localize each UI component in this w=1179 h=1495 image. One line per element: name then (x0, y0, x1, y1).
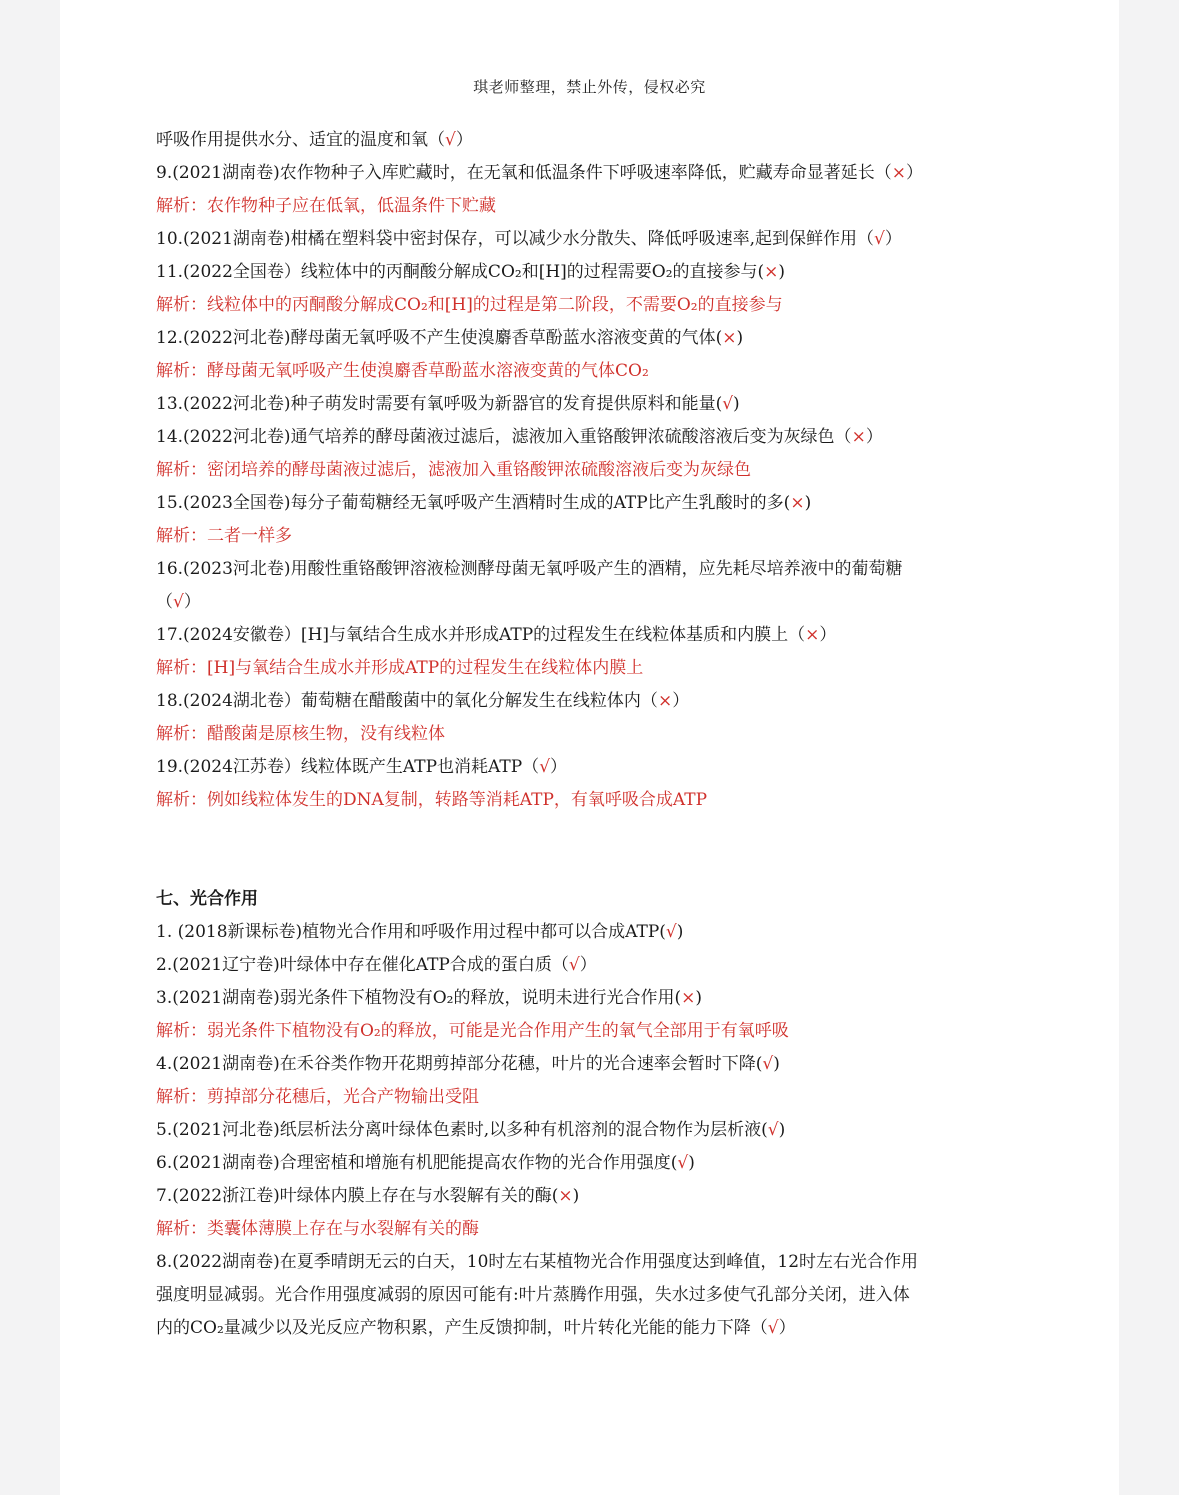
answer-line: 解析：酵母菌无氧呼吸产生使溴麝香草酚蓝水溶液变黄的气体CO₂ (156, 361, 649, 381)
section-title: 七、光合作用 (156, 889, 258, 909)
cross-mark-icon: × (558, 1186, 573, 1206)
closing-bracket: ) (778, 262, 786, 282)
answer-line: 解析：密闭培养的酵母菌液过滤后，滤液加入重铬酸钾浓硫酸溶液后变为灰绿色 (156, 460, 751, 480)
question-line (156, 388, 1036, 421)
question-text: 内的CO₂量减少以及光反应产物积累，产生反馈抑制，叶片转化光能的能力下降（ (156, 1318, 768, 1338)
question-text: 2.(2021辽宁卷)叶绿体中存在催化ATP合成的蛋白质（ (156, 955, 569, 975)
closing-bracket: ) (695, 988, 703, 1008)
question-line (156, 751, 1036, 784)
closing-bracket: ) (778, 1120, 786, 1140)
question-text: 18.(2024湖北卷）葡萄糖在醋酸菌中的氧化分解发生在线粒体内（ (156, 691, 658, 711)
check-mark-icon: √ (539, 757, 551, 777)
answer-line: 解析：弱光条件下植物没有O₂的释放，可能是光合作用产生的氧气全部用于有氧呼吸 (156, 1021, 789, 1041)
question-line (156, 916, 1036, 949)
check-mark-icon: √ (762, 1054, 774, 1074)
question-line (156, 487, 1036, 520)
document-page (60, 0, 1119, 1495)
cross-mark-icon: × (681, 988, 696, 1008)
question-text: 4.(2021湖南卷)在禾谷类作物开花期剪掉部分花穗，叶片的光合速率会暂时下降( (156, 1054, 763, 1074)
question-line (156, 1312, 1036, 1345)
check-mark-icon: √ (445, 130, 456, 150)
question-line (156, 1114, 1036, 1147)
question-line (156, 1147, 1036, 1180)
section-gap (156, 817, 1036, 883)
cross-mark-icon: × (851, 427, 866, 447)
question-line (156, 256, 1036, 289)
question-line (156, 1246, 1036, 1279)
closing-bracket: ） (865, 427, 883, 447)
closing-bracket: ) (688, 1153, 695, 1173)
question-text: 3.(2021湖南卷)弱光条件下植物没有O₂的释放，说明未进行光合作用( (156, 988, 682, 1008)
question-text: 1. (2018新课标卷)植物光合作用和呼吸作用过程中都可以合成ATP( (156, 922, 666, 942)
check-mark-icon: √ (568, 955, 580, 975)
closing-bracket: ) (733, 394, 740, 414)
cross-mark-icon: × (891, 163, 906, 183)
question-text: 17.(2024安徽卷）[H]与氧结合生成水并形成ATP的过程发生在线粒体基质和内膜上（ (156, 625, 806, 645)
question-line (156, 157, 1036, 190)
closing-bracket: ） (906, 163, 923, 183)
check-mark-icon: √ (767, 1120, 779, 1140)
closing-bracket: ） (672, 691, 690, 711)
check-mark-icon: √ (767, 1318, 779, 1338)
answer-line: 解析：例如线粒体发生的DNA复制，转路等消耗ATP，有氧呼吸合成ATP (156, 790, 708, 810)
question-line (156, 949, 1036, 982)
question-text: 强度明显减弱。光合作用强度减弱的原因可能有:叶片蒸腾作用强，失水过多使气孔部分关闭，进入体 (156, 1285, 910, 1305)
question-text: 11.(2022全国卷）线粒体中的丙酮酸分解成CO₂和[H]的过程需要O₂的直接参与( (156, 262, 765, 282)
question-text: 5.(2021河北卷)纸层析法分离叶绿体色素时,以多种有机溶剂的混合物作为层析液( (156, 1120, 768, 1140)
question-text: 8.(2022湖南卷)在夏季晴朗无云的白天，10时左右某植物光合作用强度达到峰值，12时左右光合作用 (156, 1252, 919, 1272)
question-text: 7.(2022浙江卷)叶绿体内膜上存在与水裂解有关的酶( (156, 1186, 559, 1206)
question-text: 16.(2023河北卷)用酸性重铬酸钾溶液检测酵母菌无氧呼吸产生的酒精，应先耗尽培养液中的葡萄糖 (156, 559, 903, 579)
closing-bracket: ） (579, 955, 597, 975)
question-line (156, 619, 1036, 652)
closing-bracket: ) (676, 922, 684, 942)
question-line (156, 1279, 1036, 1312)
check-mark-icon: √ (173, 592, 184, 612)
question-text: 9.(2021湖南卷)农作物种子入库贮藏时，在无氧和低温条件下呼吸速率降低，贮藏寿命显著延长（ (156, 163, 892, 183)
page-content (156, 124, 1036, 1345)
closing-bracket: ） (819, 625, 837, 645)
answer-line: 解析：二者一样多 (156, 526, 292, 546)
closing-bracket: ) (736, 328, 744, 348)
cross-mark-icon: × (722, 328, 737, 348)
question-text: 15.(2023全国卷)每分子葡萄糖经无氧呼吸产生酒精时生成的ATP比产生乳酸时的多( (156, 493, 791, 513)
photosynthesis-items (156, 916, 1036, 1345)
question-line (156, 982, 1036, 1015)
answer-line: 解析：醋酸菌是原核生物，没有线粒体 (156, 724, 445, 744)
answer-line: 解析：线粒体中的丙酮酸分解成CO₂和[H]的过程是第二阶段，不需要O₂的直接参与 (156, 295, 783, 315)
closing-bracket: ) (804, 493, 812, 513)
question-line (156, 553, 1036, 586)
page-header: 琪老师整理，禁止外传，侵权必究 (473, 78, 706, 96)
answer-line: 解析：剪掉部分花穗后，光合产物输出受阻 (156, 1087, 479, 1107)
question-line (156, 1048, 1036, 1081)
question-text: （ (156, 592, 173, 612)
closing-bracket: ） (455, 130, 473, 150)
question-text: 19.(2024江苏卷）线粒体既产生ATP也消耗ATP（ (156, 757, 540, 777)
question-line (156, 124, 1036, 157)
cross-mark-icon: × (657, 691, 673, 711)
question-text: 13.(2022河北卷)种子萌发时需要有氧呼吸为新器官的发育提供原料和能量( (156, 394, 723, 414)
question-line (156, 586, 1036, 619)
respiration-items (156, 124, 1036, 817)
question-line (156, 322, 1036, 355)
question-text: 10.(2021湖南卷)柑橘在塑料袋中密封保存，可以减少水分散失、降低呼吸速率,起到保鲜作用（ (156, 229, 874, 249)
question-line (156, 421, 1036, 454)
closing-bracket: ) (572, 1186, 580, 1206)
closing-bracket: ） (778, 1318, 796, 1338)
closing-bracket: ） (884, 229, 902, 249)
answer-line: 解析：[H]与氧结合生成水并形成ATP的过程发生在线粒体内膜上 (156, 658, 644, 678)
closing-bracket: ) (773, 1054, 780, 1074)
question-text: 6.(2021湖南卷)合理密植和增施有机肥能提高农作物的光合作用强度( (156, 1153, 678, 1173)
question-line (156, 1180, 1036, 1213)
answer-line: 解析：类囊体薄膜上存在与水裂解有关的酶 (156, 1219, 479, 1239)
question-text: 12.(2022河北卷)酵母菌无氧呼吸不产生使溴麝香草酚蓝水溶液变黄的气体( (156, 328, 723, 348)
answer-line: 解析：农作物种子应在低氧，低温条件下贮藏 (156, 196, 496, 216)
question-text: 呼吸作用提供水分、适宜的温度和氧（ (156, 130, 445, 150)
closing-bracket: ） (550, 757, 568, 777)
check-mark-icon: √ (665, 922, 677, 942)
check-mark-icon: √ (722, 394, 734, 414)
check-mark-icon: √ (873, 229, 885, 249)
question-text: 14.(2022河北卷)通气培养的酵母菌液过滤后，滤液加入重铬酸钾浓硫酸溶液后变为灰绿色（ (156, 427, 852, 447)
check-mark-icon: √ (677, 1153, 689, 1173)
closing-bracket: ） (183, 592, 201, 612)
question-line (156, 685, 1036, 718)
cross-mark-icon: × (805, 625, 820, 645)
cross-mark-icon: × (764, 262, 779, 282)
question-line (156, 223, 1036, 256)
cross-mark-icon: × (790, 493, 805, 513)
